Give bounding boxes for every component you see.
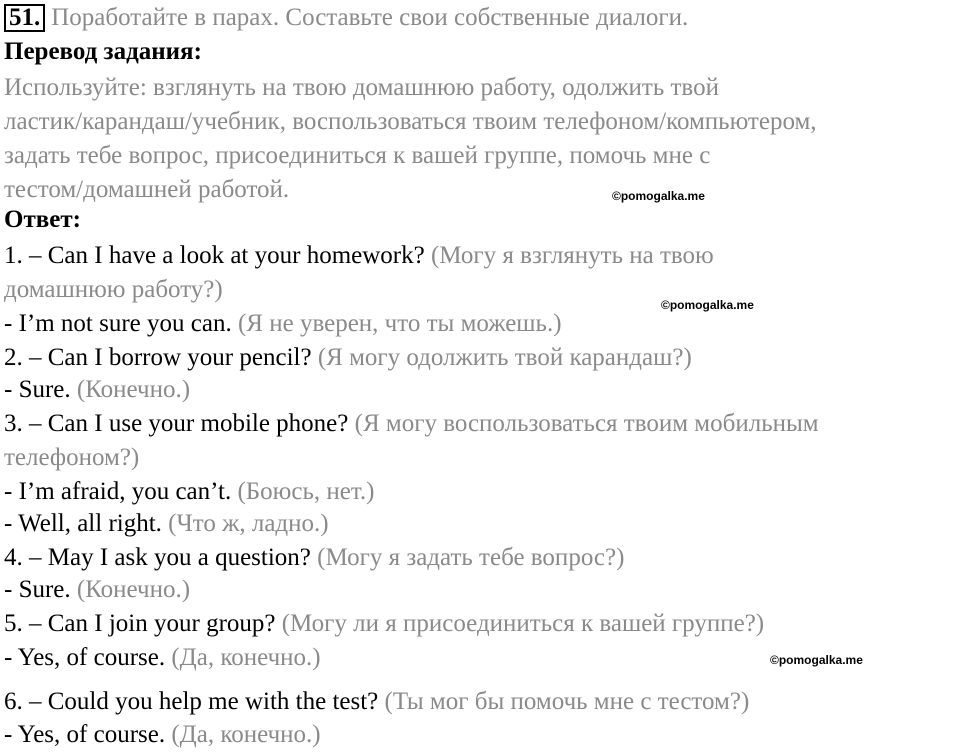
answer-translation: (Ты мог бы помочь мне с тестом?) [378, 688, 750, 715]
answer-translation: домашнюю работу?) [4, 276, 223, 303]
answer-english: - Sure. [4, 376, 71, 403]
answer-line [4, 687, 749, 717]
translation-heading: Перевод задания: [4, 38, 202, 65]
task-text: Поработайте в парах. Составьте свои собственные диалоги. [51, 4, 689, 31]
answer-english: - Well, all right. [4, 510, 162, 537]
answer-english: - I’m not sure you can. [4, 310, 232, 337]
watermark: ©pomogalka.me [661, 298, 754, 312]
answer-translation: (Конечно.) [70, 376, 191, 403]
answer-line [4, 609, 764, 639]
answer-heading: Ответ: [4, 206, 81, 233]
translation-line: ластик/карандаш/учебник, воспользоваться твоим телефоном/компьютером, [4, 108, 817, 135]
answer-english: - Yes, of course. [4, 721, 166, 748]
answer-line [4, 443, 139, 473]
answer-line [4, 477, 374, 507]
answer-english: - Sure. [4, 576, 71, 603]
watermark: ©pomogalka.me [612, 189, 705, 203]
task-number: 51. [4, 4, 45, 32]
watermark: ©pomogalka.me [770, 653, 863, 667]
answer-translation: (Я могу воспользоваться твоим мобильным [348, 410, 819, 437]
answer-translation: (Да, конечно.) [165, 644, 321, 671]
answer-line [4, 343, 692, 373]
answer-line [4, 543, 624, 573]
answer-english: 1. – Can I have a look at your homework? [4, 242, 425, 269]
answer-translation: (Боюсь, нет.) [231, 478, 375, 505]
answer-translation: (Могу я задать тебе вопрос?) [310, 544, 625, 571]
answer-line [4, 309, 562, 339]
task-header [4, 3, 688, 33]
answer-line [4, 509, 329, 539]
answer-english: - I’m afraid, you can’t. [4, 478, 232, 505]
answer-english: 5. – Can I join your group? [4, 610, 276, 637]
translation-line: тестом/домашней работой. [4, 176, 290, 203]
answer-translation: (Я не уверен, что ты можешь.) [231, 310, 562, 337]
answer-translation: (Могу я взглянуть на твою [424, 242, 714, 269]
answer-translation: (Могу ли я присоединиться к вашей группе?) [275, 610, 765, 637]
answer-english: 2. – Can I borrow your pencil? [4, 344, 312, 371]
answer-line [4, 275, 223, 305]
answer-translation: телефоном?) [4, 444, 140, 471]
answer-translation: (Конечно.) [70, 576, 191, 603]
answer-translation: (Да, конечно.) [165, 721, 321, 748]
answer-line [4, 409, 819, 439]
answer-english: - Yes, of course. [4, 644, 166, 671]
answer-translation: (Я могу одолжить твой карандаш?) [311, 344, 692, 371]
answer-translation: (Что ж, ладно.) [161, 510, 329, 537]
answer-line [4, 241, 714, 271]
answer-line [4, 720, 321, 750]
answer-line [4, 575, 190, 605]
answer-line [4, 375, 190, 405]
translation-line: задать тебе вопрос, присоединиться к вашей группе, помочь мне с [4, 142, 711, 169]
answer-english: 3. – Can I use your mobile phone? [4, 410, 349, 437]
answer-line [4, 643, 321, 673]
answer-english: 4. – May I ask you a question? [4, 544, 311, 571]
answer-english: 6. – Could you help me with the test? [4, 688, 379, 715]
translation-line: Используйте: взглянуть на твою домашнюю работу, одолжить твой [4, 74, 719, 101]
